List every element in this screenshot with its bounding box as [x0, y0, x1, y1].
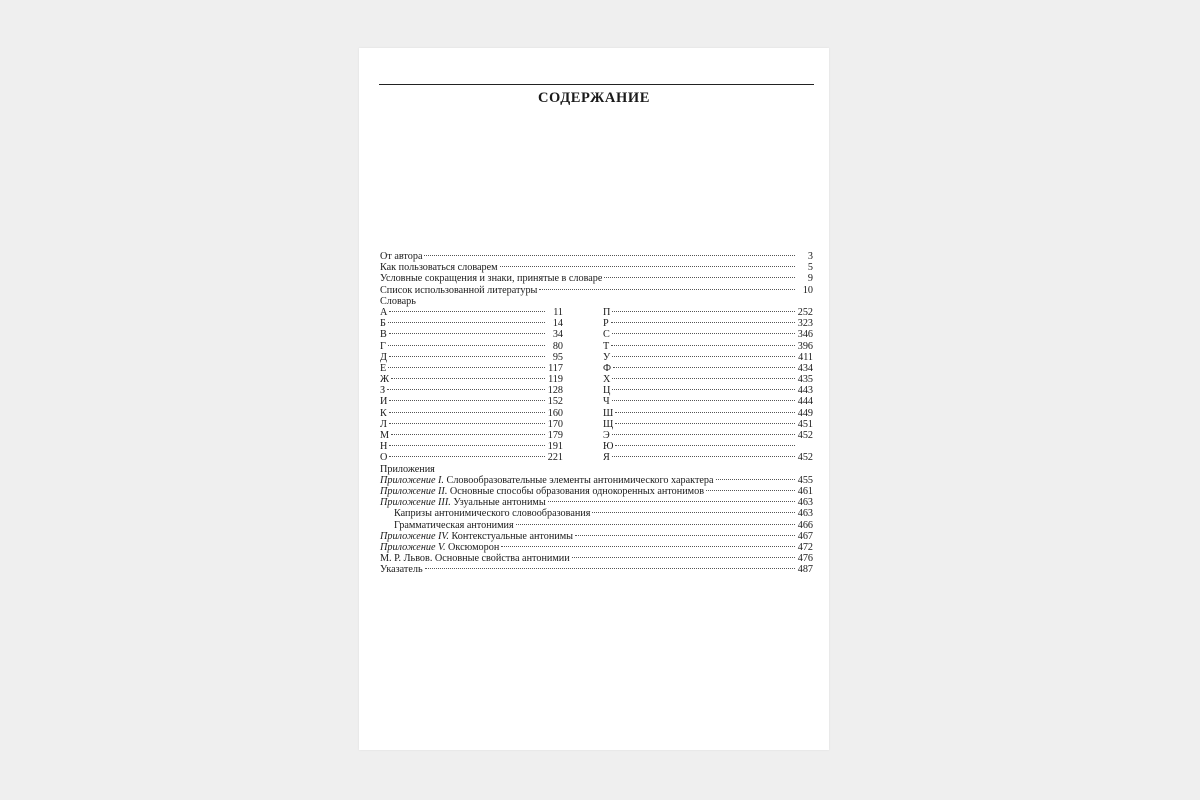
toc-entry-text: Список использованной литературы	[380, 284, 538, 296]
toc-entry-label	[380, 419, 387, 430]
toc-entry-label	[380, 553, 570, 564]
toc-entry-text: Условные сокращения и знаки, принятые в словаре	[380, 273, 603, 285]
appendix-list	[380, 475, 813, 576]
toc-entry-label	[380, 329, 387, 340]
toc-entry	[380, 531, 813, 542]
toc-entry-text: От автора	[380, 251, 423, 262]
toc-entry-label	[380, 352, 387, 363]
dot-leader	[391, 378, 545, 379]
toc-entry-text: Б	[380, 318, 386, 330]
toc-entry-text: О	[380, 452, 388, 464]
toc-entry-label	[380, 430, 389, 441]
toc-entry-page: 95	[552, 351, 563, 363]
toc-entry-label	[603, 363, 611, 374]
toc-entry-page: 444	[797, 396, 813, 408]
dot-leader	[612, 400, 795, 401]
toc-entry-label	[380, 363, 386, 374]
dot-leader	[572, 557, 795, 558]
dot-leader	[389, 333, 545, 334]
toc-entry-page: 463	[797, 508, 813, 520]
dot-leader	[389, 423, 545, 424]
dot-leader	[612, 389, 795, 390]
dot-leader	[592, 512, 795, 513]
toc-entry	[380, 385, 563, 396]
toc-entry	[603, 430, 813, 441]
toc-entry	[380, 564, 813, 575]
dictionary-heading: Словарь	[380, 295, 416, 307]
toc-entry-label	[380, 475, 714, 486]
toc-entry-text: Р	[603, 318, 609, 330]
toc-entry	[380, 352, 563, 363]
toc-entry-prefix: Приложение I.	[380, 474, 444, 486]
dot-leader	[388, 345, 545, 346]
dot-leader	[516, 524, 795, 525]
toc-entry	[603, 341, 813, 352]
toc-entry	[380, 508, 813, 519]
toc-entry	[380, 329, 563, 340]
toc-entry-text: Л	[380, 418, 387, 430]
toc-entry-page: 467	[797, 530, 813, 542]
toc-entry-page: 221	[547, 452, 563, 464]
toc-entry	[603, 329, 813, 340]
toc-entry-page: 449	[797, 407, 813, 419]
toc-entry-label	[603, 307, 610, 318]
dot-leader	[611, 322, 795, 323]
toc-entry-text: Ш	[603, 407, 614, 419]
dot-leader	[424, 255, 795, 256]
toc-entry-text: Ч	[603, 396, 610, 408]
toc-entry-label	[380, 385, 385, 396]
toc-entry-prefix: Приложение II.	[380, 485, 448, 497]
toc-entry-label	[380, 374, 389, 385]
dot-leader	[612, 456, 795, 457]
toc-entry	[603, 441, 813, 452]
dot-leader	[548, 501, 795, 502]
toc-entry-page: 443	[797, 385, 813, 397]
toc-entry-label	[380, 341, 386, 352]
toc-entry	[380, 553, 813, 564]
dot-leader	[716, 479, 795, 480]
toc-entry-page: 434	[797, 362, 813, 374]
toc-entry	[380, 273, 813, 284]
toc-entry-text: Грамматическая антонимия	[394, 519, 514, 531]
toc-entry-label	[380, 307, 387, 318]
dot-leader	[388, 322, 545, 323]
toc-entry-text: Ж	[380, 374, 390, 386]
toc-entry-text: Как пользоваться словарем	[380, 262, 498, 274]
letter-column-right	[603, 307, 813, 464]
toc-entry-page: 346	[797, 329, 813, 341]
toc-entry	[380, 262, 813, 273]
table-of-contents	[380, 251, 813, 575]
toc-entry	[380, 497, 813, 508]
toc-entry-label	[380, 441, 387, 452]
appendix-heading: Приложения	[380, 463, 435, 475]
toc-entry	[380, 520, 813, 531]
toc-entry-label	[380, 520, 514, 531]
toc-entry-page: 411	[798, 351, 813, 363]
toc-entry	[380, 396, 563, 407]
toc-entry-page: 34	[552, 329, 563, 341]
dot-leader	[612, 378, 795, 379]
toc-entry-page: 252	[797, 306, 813, 318]
toc-entry-label	[603, 318, 609, 329]
toc-entry-label	[603, 441, 613, 452]
toc-entry-prefix: Приложение III.	[380, 497, 451, 509]
toc-entry-text: Основные способы образования однокоренных антонимов	[447, 485, 705, 497]
toc-entry	[380, 486, 813, 497]
toc-entry	[380, 341, 563, 352]
toc-entry-label	[380, 497, 546, 508]
dot-leader	[575, 535, 795, 536]
toc-entry	[603, 318, 813, 329]
toc-entry-label	[603, 329, 610, 340]
toc-entry	[603, 419, 813, 430]
toc-entry-page: 10	[802, 284, 813, 296]
toc-entry-label	[603, 385, 610, 396]
toc-entry-text: З	[380, 385, 386, 397]
dot-leader	[611, 345, 795, 346]
dot-leader	[501, 546, 795, 547]
toc-entry-text: Е	[380, 362, 387, 374]
toc-entry-page: 11	[553, 306, 563, 318]
header-rule	[379, 84, 814, 85]
toc-entry	[603, 374, 813, 385]
toc-entry-label	[603, 374, 610, 385]
toc-entry-text: Г	[380, 340, 386, 352]
toc-entry-page: 463	[797, 497, 813, 509]
dot-leader	[615, 412, 795, 413]
toc-entry	[603, 452, 813, 463]
toc-entry-label	[603, 396, 610, 407]
toc-entry	[380, 307, 563, 318]
toc-entry-text: В	[380, 329, 387, 341]
page-title: СОДЕРЖАНИЕ	[537, 90, 651, 106]
toc-entry	[380, 452, 563, 463]
toc-entry-page: 451	[797, 418, 813, 430]
toc-entry-label	[380, 452, 387, 463]
toc-entry-text: П	[603, 306, 611, 318]
toc-entry-label	[603, 419, 613, 430]
toc-entry-page: 160	[547, 407, 563, 419]
toc-entry-text: К	[380, 407, 387, 419]
dot-leader	[612, 311, 795, 312]
toc-entry	[380, 408, 563, 419]
dot-leader	[388, 367, 545, 368]
toc-entry-page: 476	[797, 553, 813, 565]
document-page	[359, 48, 829, 750]
toc-entry-page: 452	[797, 452, 813, 464]
toc-entry-label	[380, 564, 423, 575]
toc-entry-page: 3	[807, 251, 813, 262]
toc-entry	[603, 307, 813, 318]
front-matter	[380, 251, 813, 296]
toc-entry-text: Н	[380, 441, 388, 453]
toc-entry	[380, 475, 813, 486]
toc-entry-text: Ф	[603, 362, 612, 374]
toc-entry-page: 323	[797, 318, 813, 330]
toc-entry-page: 452	[797, 430, 813, 441]
toc-entry-text: Указатель	[380, 564, 423, 576]
toc-entry-text: У	[603, 351, 611, 363]
toc-entry	[380, 285, 813, 296]
toc-entry-label	[380, 542, 499, 553]
toc-entry-text: Щ	[603, 418, 614, 430]
toc-entry	[380, 419, 563, 430]
toc-entry-page: 119	[548, 374, 563, 386]
toc-entry-text: Х	[603, 374, 611, 386]
toc-entry-page: 472	[797, 541, 813, 553]
toc-entry-text: Контекстуальные антонимы	[448, 530, 574, 542]
toc-entry-label	[603, 452, 610, 463]
toc-entry-label	[380, 408, 387, 419]
dot-leader	[706, 490, 795, 491]
toc-entry-text: Ю	[603, 441, 614, 453]
toc-entry-text: Э	[603, 430, 610, 441]
toc-entry-page: 396	[797, 340, 813, 352]
toc-entry-label	[380, 285, 537, 296]
dot-leader	[613, 367, 795, 368]
dot-leader	[389, 412, 545, 413]
toc-entry-page: 461	[797, 485, 813, 497]
dot-leader	[539, 289, 795, 290]
dot-leader	[389, 311, 545, 312]
toc-entry	[603, 352, 813, 363]
toc-entry	[380, 318, 563, 329]
dot-leader	[387, 389, 545, 390]
toc-entry-label	[380, 318, 386, 329]
toc-entry-label	[380, 508, 590, 519]
toc-entry-label	[603, 352, 610, 363]
toc-entry	[380, 542, 813, 553]
toc-entry	[380, 430, 563, 441]
toc-entry-text: С	[603, 329, 610, 341]
dot-leader	[615, 423, 795, 424]
toc-entry-label	[380, 531, 573, 542]
toc-entry-page: 179	[547, 430, 563, 441]
toc-entry-label	[380, 262, 498, 273]
letter-column-left	[380, 307, 563, 464]
dot-leader	[612, 356, 795, 357]
dot-leader	[500, 266, 795, 267]
dot-leader	[389, 456, 545, 457]
toc-entry	[380, 441, 563, 452]
toc-entry-page: 117	[548, 362, 563, 374]
toc-entry-page: 9	[807, 273, 813, 285]
toc-entry-label	[380, 486, 704, 497]
toc-entry-page: 455	[797, 474, 813, 486]
toc-entry-text: М	[380, 430, 390, 441]
toc-entry-text: Ц	[603, 385, 611, 397]
dot-leader	[615, 445, 795, 446]
toc-entry-page: 191	[547, 441, 563, 453]
toc-entry-text: А	[380, 306, 388, 318]
dot-leader	[389, 356, 545, 357]
toc-entry-label	[380, 251, 422, 262]
toc-entry-label	[603, 430, 610, 441]
toc-entry-page: 487	[797, 564, 813, 576]
dot-leader	[391, 434, 545, 435]
toc-entry-label	[380, 273, 602, 284]
toc-entry	[603, 396, 813, 407]
toc-entry-text: Узуальные антонимы	[450, 497, 546, 509]
toc-entry-text: Капризы антонимического словообразования	[394, 508, 591, 520]
toc-entry-page: 466	[797, 519, 813, 531]
toc-entry-page: 14	[552, 318, 563, 330]
toc-entry-label	[603, 408, 613, 419]
toc-entry-text: И	[380, 396, 388, 408]
toc-entry-text: Я	[603, 452, 610, 464]
dot-leader	[612, 434, 795, 435]
toc-entry-prefix: Приложение V.	[380, 541, 446, 553]
toc-entry	[380, 363, 563, 374]
toc-entry	[603, 408, 813, 419]
toc-entry-page: 80	[552, 340, 563, 352]
toc-entry-text: Оксюморон	[445, 541, 500, 553]
toc-entry-label	[380, 396, 387, 407]
toc-entry-prefix: Приложение IV.	[380, 530, 449, 542]
toc-entry-label	[603, 341, 609, 352]
toc-entry	[603, 363, 813, 374]
toc-entry-page: 5	[807, 262, 813, 274]
toc-entry-text: М. Р. Львов. Основные свойства антонимии	[380, 553, 570, 565]
toc-entry-text: Словообразовательные элементы антонимического характера	[443, 474, 714, 486]
toc-entry-text: Д	[380, 351, 387, 363]
toc-entry	[380, 251, 813, 262]
toc-entry-text: Т	[603, 340, 610, 352]
toc-entry-page: 435	[797, 374, 813, 386]
dot-leader	[612, 333, 795, 334]
toc-entry	[380, 374, 563, 385]
dot-leader	[389, 445, 545, 446]
toc-entry	[603, 385, 813, 396]
dot-leader	[425, 568, 795, 569]
toc-entry-page: 128	[547, 385, 563, 397]
dot-leader	[604, 277, 795, 278]
toc-entry-page: 170	[547, 418, 563, 430]
dot-leader	[389, 400, 545, 401]
toc-entry-page: 152	[547, 396, 563, 408]
letter-index	[380, 307, 813, 464]
